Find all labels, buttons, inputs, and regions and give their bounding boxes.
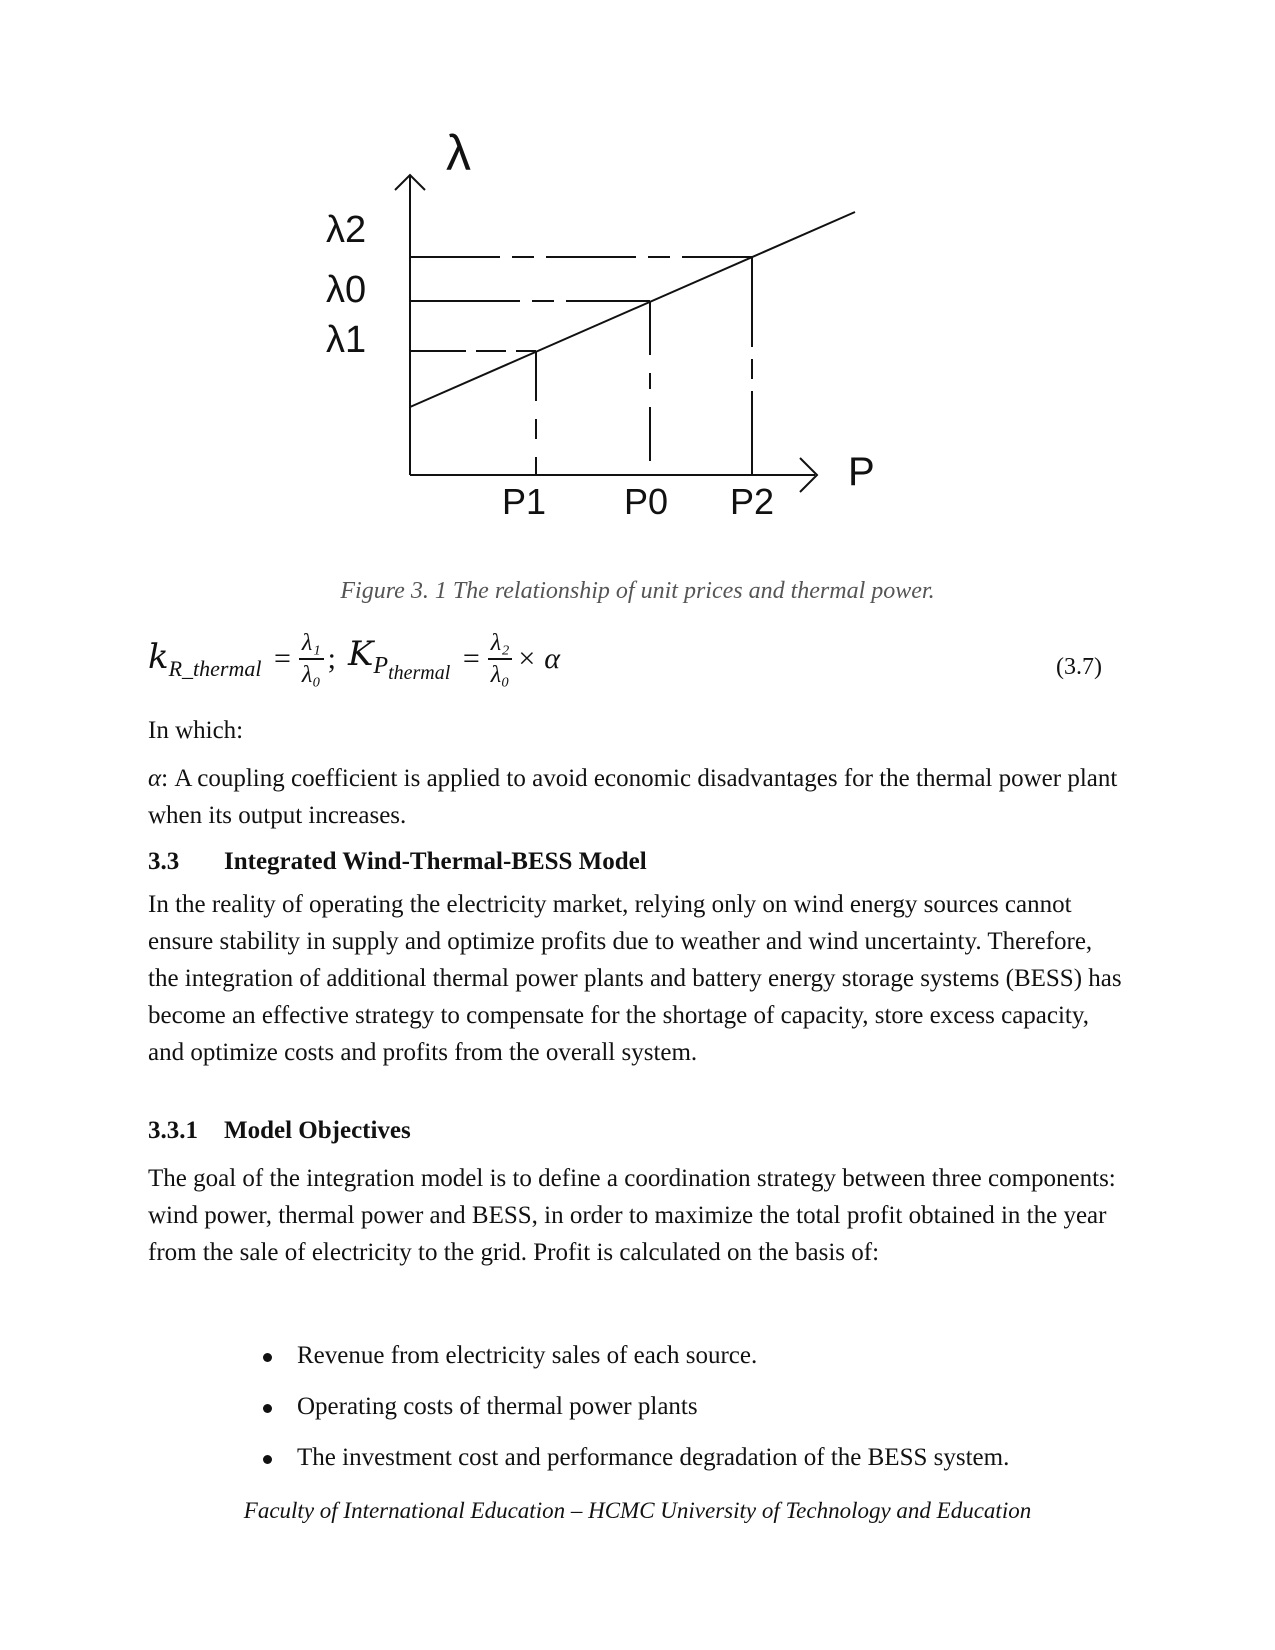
equation-number: (3.7)	[1056, 654, 1102, 680]
list-item	[255, 1391, 1009, 1442]
list-item	[255, 1340, 1009, 1391]
K-subsubscript: thermal	[388, 661, 451, 684]
lambda0: λ₀	[490, 662, 510, 688]
price-power-figure	[320, 130, 920, 550]
x-level-label: P1	[501, 481, 547, 522]
y-level-label: λ2	[326, 209, 367, 251]
lambda2: λ₂	[488, 628, 513, 660]
bullet-icon	[263, 1404, 272, 1413]
k-subscript: R_thermal	[168, 655, 262, 681]
page-footer: Faculty of International Education – HCMC University of Technology and Education	[243, 1498, 1032, 1523]
K-symbol: K	[348, 633, 374, 674]
alpha-definition	[148, 760, 1128, 834]
list-item-text: Revenue from electricity sales of each source.	[297, 1342, 758, 1369]
alpha-definition-text: : A coupling coefficient is applied to avoid economic disadvantages for the thermal power plant when its output increases.	[148, 765, 1118, 829]
times-alpha: × α	[516, 642, 560, 675]
list-item-text: Operating costs of thermal power plants	[297, 1393, 698, 1420]
subsection-title: Model Objectives	[224, 1117, 411, 1144]
in-which-label: In which:	[148, 717, 244, 744]
equation-3-7: $k_{R\_thermal}$ = $\frac{\text{λ₁}}{\text{λ₀}}$ ; $K_{P_{thermal}}$ = $\frac{\text{λ₂}}{\text{λ₀}}$ × α	[148, 630, 560, 688]
y-level-label: λ1	[326, 319, 367, 361]
profit-basis-list	[255, 1340, 1009, 1493]
bullet-icon	[263, 1455, 272, 1464]
alpha-symbol: α	[148, 765, 162, 792]
subsection-paragraph: The goal of the integration model is to define a coordination strategy between three components: wind power, thermal power and BESS, in order to maximize the total profit obtained in the year from the sale of electricity to the grid. Profit is calculated on the basis of:	[148, 1165, 1116, 1266]
list-item-text: The investment cost and performance degradation of the BESS system.	[297, 1444, 1010, 1471]
section-paragraph: In the reality of operating the electricity market, relying only on wind energy sources cannot ensure stability in supply and optimize profits due to weather and wind uncertainty. Therefore, the integration of additional thermal power plants and battery energy storage systems (BESS) has become an effective strategy to compensate for the shortage of capacity, store excess capacity, and optimize costs and profits from the overall system.	[148, 891, 1122, 1066]
subsection-heading	[148, 1117, 411, 1145]
fraction-lambda1-lambda0	[299, 628, 324, 690]
fraction-lambda2-lambda0	[488, 628, 513, 690]
x-level-label: P2	[729, 481, 775, 522]
x-axis-label: P	[848, 450, 875, 494]
bullet-icon	[263, 1353, 272, 1362]
lambda1: λ₁	[299, 628, 324, 660]
section-number: 3.3	[148, 848, 180, 875]
section-heading	[148, 848, 647, 876]
K-subscript: P	[373, 652, 389, 679]
section-title: Integrated Wind-Thermal-BESS Model	[224, 848, 647, 875]
y-axis-label: λ	[446, 130, 471, 181]
y-level-label: λ0	[326, 269, 367, 311]
x-level-label: P0	[623, 481, 669, 522]
price-line	[410, 212, 855, 407]
figure-caption: Figure 3. 1 The relationship of unit prices and thermal power.	[340, 578, 935, 604]
lambda0: λ₀	[301, 662, 321, 688]
list-item	[255, 1442, 1009, 1493]
k-symbol: k	[148, 636, 169, 677]
subsection-number: 3.3.1	[148, 1117, 198, 1144]
